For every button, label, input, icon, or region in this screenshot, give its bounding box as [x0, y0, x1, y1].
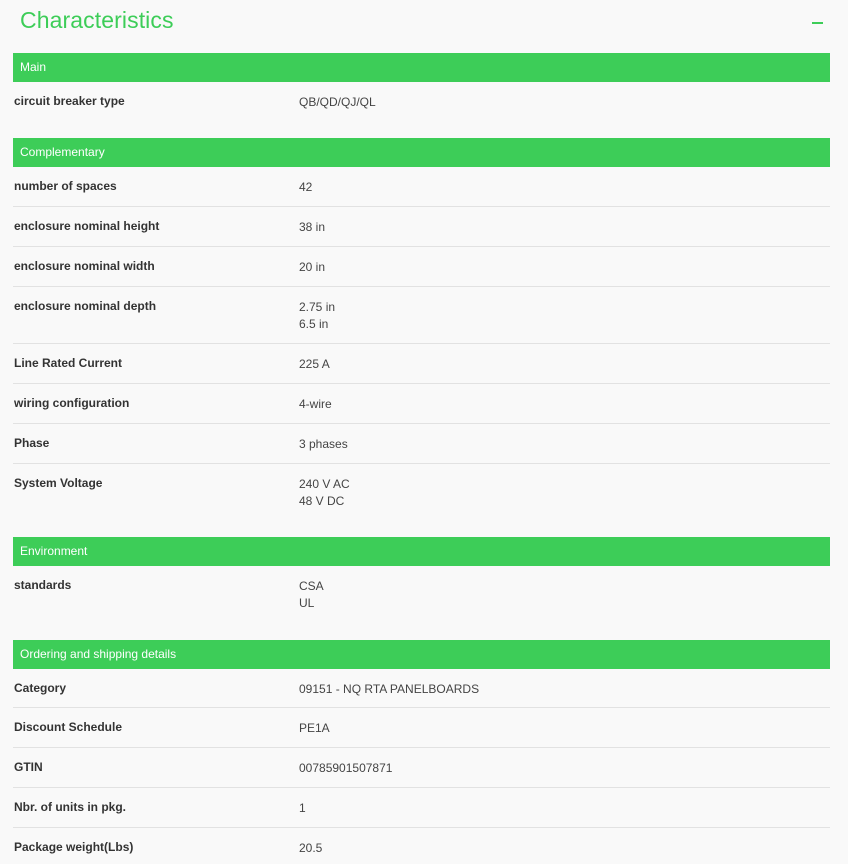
value-line: CSA [299, 579, 324, 593]
table-row [13, 207, 830, 247]
section-header-environment: Environment [13, 537, 830, 566]
row-label: enclosure nominal depth [14, 299, 157, 313]
row-value [299, 219, 325, 236]
table-row [13, 748, 830, 788]
value-line: 09151 - NQ RTA PANELBOARDS [299, 682, 480, 696]
row-label: Line Rated Current [14, 356, 123, 370]
row-label: standards [14, 578, 72, 592]
row-label: number of spaces [14, 179, 117, 193]
row-label: Discount Schedule [14, 720, 123, 734]
value-line: 4-wire [299, 397, 332, 411]
table-row [13, 344, 830, 384]
section-header-complementary: Complementary [13, 138, 830, 167]
value-line: 225 A [299, 357, 330, 371]
row-value [299, 840, 322, 857]
row-value [299, 299, 335, 333]
row-label: System Voltage [14, 476, 103, 490]
row-label: GTIN [14, 760, 43, 774]
table-row [13, 82, 830, 122]
row-value [299, 760, 392, 777]
row-value [299, 720, 330, 737]
table-row [13, 247, 830, 287]
row-label: Package weight(Lbs) [14, 840, 134, 854]
value-line: 6.5 in [299, 317, 329, 331]
row-value [299, 356, 330, 373]
section-header-main: Main [13, 53, 830, 82]
minus-icon [812, 22, 823, 24]
value-line: UL [299, 596, 315, 610]
characteristics-header [0, 0, 848, 44]
table-row [13, 669, 830, 708]
row-value [299, 681, 479, 698]
value-line: 240 V AC [299, 477, 350, 491]
row-value [299, 436, 348, 453]
table-row [13, 464, 830, 521]
value-line: 38 in [299, 220, 326, 234]
row-value [299, 396, 332, 413]
value-line: 00785901507871 [299, 761, 393, 775]
value-line: QB/QD/QJ/QL [299, 95, 376, 109]
table-row [13, 424, 830, 464]
table-row [13, 828, 830, 864]
value-line: 20 in [299, 260, 326, 274]
table-row [13, 167, 830, 207]
row-value [299, 179, 312, 196]
value-line: 3 phases [299, 437, 348, 451]
row-label: circuit breaker type [14, 94, 125, 108]
value-line: 48 V DC [299, 494, 345, 508]
row-value [299, 578, 324, 612]
page-title: Characteristics [20, 7, 174, 33]
row-label: wiring configuration [14, 396, 130, 410]
value-line: 1 [299, 801, 306, 815]
table-row [13, 788, 830, 828]
table-row [13, 566, 830, 623]
row-value [299, 800, 306, 817]
table-row [13, 384, 830, 424]
table-row [13, 708, 830, 748]
value-line: PE1A [299, 721, 330, 735]
row-label: enclosure nominal height [14, 219, 160, 233]
table-row [13, 287, 830, 344]
row-label: enclosure nominal width [14, 259, 155, 273]
collapse-button[interactable] [806, 12, 830, 36]
row-label: Nbr. of units in pkg. [14, 800, 126, 814]
value-line: 42 [299, 180, 313, 194]
row-label: Phase [14, 436, 50, 450]
value-line: 2.75 in [299, 300, 336, 314]
row-label: Category [14, 681, 67, 695]
row-value [299, 259, 325, 276]
row-value [299, 94, 376, 111]
section-header-ordering: Ordering and shipping details [13, 640, 830, 669]
value-line: 20.5 [299, 841, 323, 855]
row-value [299, 476, 350, 510]
